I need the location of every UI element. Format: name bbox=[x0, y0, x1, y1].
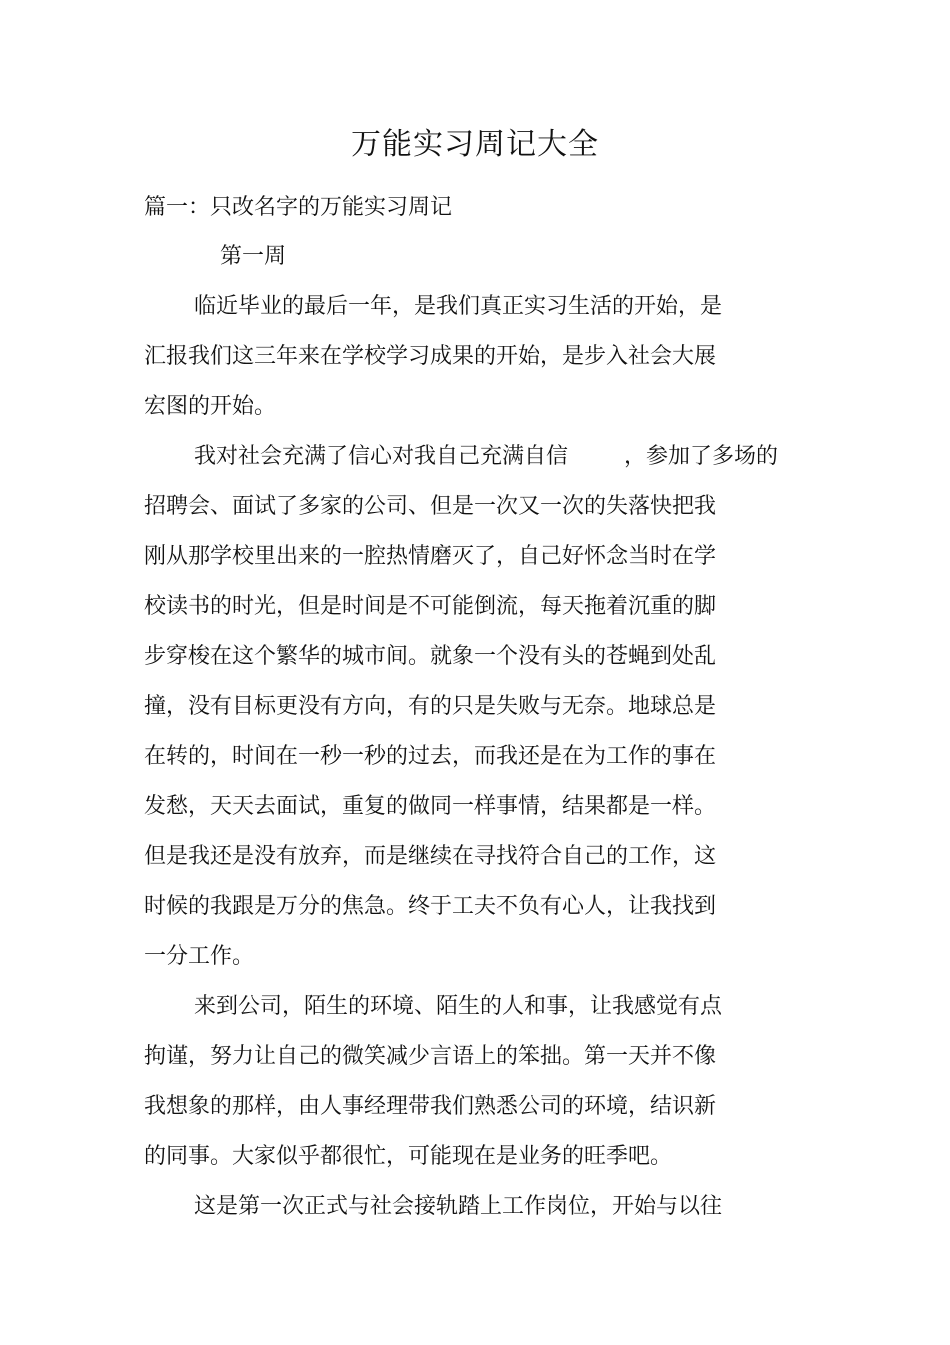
body-line: 临近毕业的最后一年，是我们真正实习生活的开始，是 bbox=[194, 294, 723, 319]
body-line: 刚从那学校里出来的一腔热情磨灭了，自己好怀念当时在学 bbox=[144, 544, 717, 569]
body-line: 来到公司，陌生的环境、陌生的人和事，让我感觉有点 bbox=[194, 994, 723, 1019]
body-line: 汇报我们这三年来在学校学习成果的开始，是步入社会大展 bbox=[144, 344, 717, 369]
body-line: 撞，没有目标更没有方向，有的只是失败与无奈。地球总是 bbox=[144, 694, 717, 719]
body-line: 步穿梭在这个繁华的城市间。就象一个没有头的苍蝇到处乱 bbox=[144, 644, 717, 669]
body-line: 我想象的那样，由人事经理带我们熟悉公司的环境，结识新 bbox=[144, 1094, 717, 1119]
body-line: 时候的我跟是万分的焦急。终于工夫不负有心人，让我找到 bbox=[144, 894, 717, 919]
body-line: 发愁，天天去面试，重复的做同一样事情，结果都是一样。 bbox=[144, 794, 717, 819]
body-line: 但是我还是没有放弃，而是继续在寻找符合自己的工作，这 bbox=[144, 844, 717, 869]
body-line: 宏图的开始。 bbox=[144, 394, 277, 419]
week-heading: 第一周 bbox=[220, 244, 287, 269]
body-line: 拘谨，努力让自己的微笑减少言语上的笨拙。第一天并不像 bbox=[144, 1044, 717, 1069]
document-title: 万能实习周记大全 bbox=[351, 127, 599, 162]
body-line: 的同事。大家似乎都很忙，可能现在是业务的旺季吧。 bbox=[144, 1144, 673, 1169]
section-heading: 篇一：只改名字的万能实习周记 bbox=[144, 195, 453, 220]
body-line: 校读书的时光，但是时间是不可能倒流，每天拖着沉重的脚 bbox=[144, 594, 717, 619]
body-line: 这是第一次正式与社会接轨踏上工作岗位，开始与以往 bbox=[194, 1194, 723, 1219]
body-line: 我对社会充满了信心对我自己充满自信 ，参加了多场的 bbox=[194, 444, 778, 469]
body-line: 招聘会、面试了多家的公司、但是一次又一次的失落快把我 bbox=[144, 494, 717, 519]
body-line: 在转的，时间在一秒一秒的过去，而我还是在为工作的事在 bbox=[144, 744, 717, 769]
body-line: 一分工作。 bbox=[144, 944, 255, 969]
